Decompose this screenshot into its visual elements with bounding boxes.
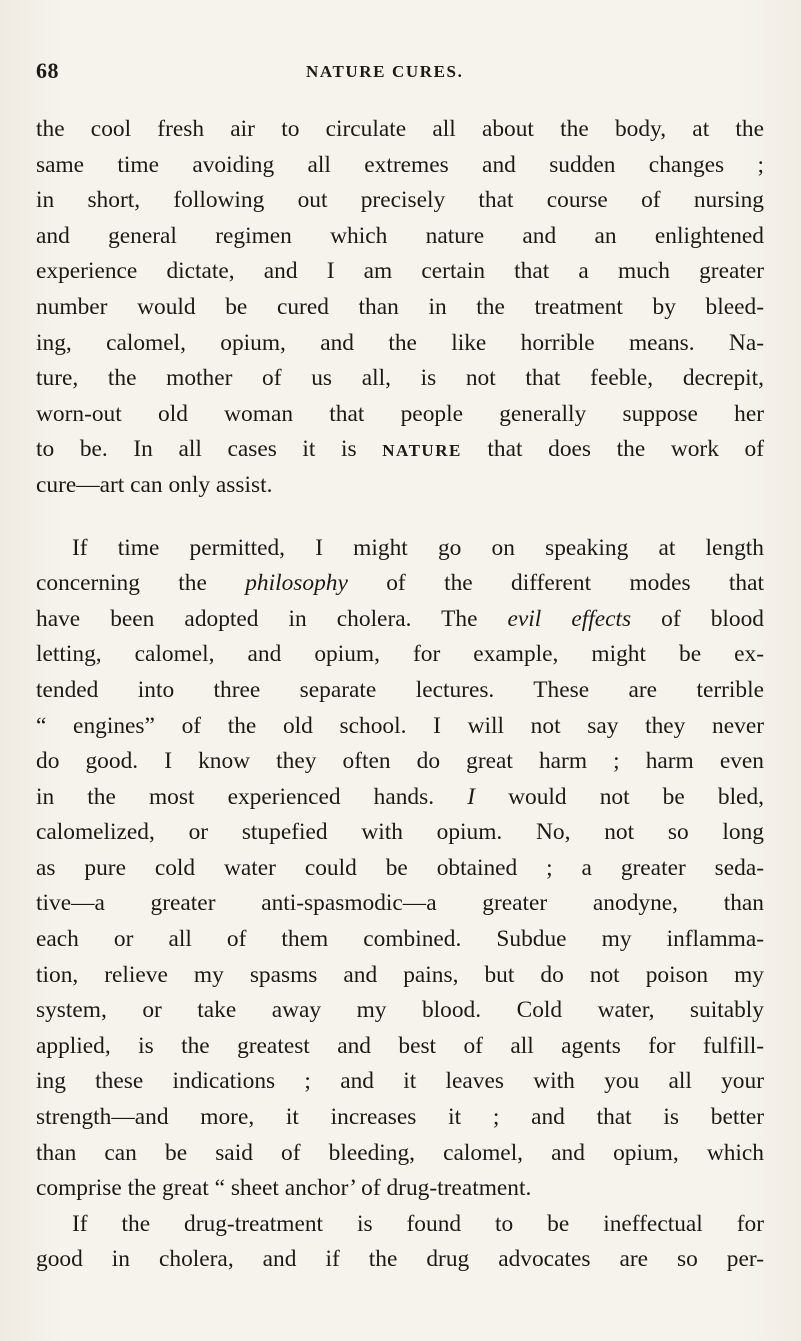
text-line: same time avoiding all extremes and sudden changes ; [36,151,764,178]
text-run: have been adopted in cholera. The [36,605,508,632]
text-line: number would be cured than in the treatment by bleed- [36,293,764,320]
paragraph-gap [36,504,764,531]
text-line: tive—a greater anti-spasmodic—a greater anodyne, than [36,890,764,917]
text-line: ture, the mother of us all, is not that feeble, decrepit, [36,365,764,392]
text-run: that does the work of [461,436,764,463]
text-line: strength—and more, it increases it ; and that is better [36,1104,764,1131]
text-line: If the drug-treatment is found to be ineffectual for [72,1210,764,1237]
text-line: in short, following out precisely that course of nursing [36,187,764,214]
body-text [36,112,764,1278]
text-line [36,566,764,602]
text-line: comprise the great “ sheet anchor’ of drug-treatment. [36,1175,532,1202]
text-line: do good. I know they often do great harm ; harm even [36,748,764,775]
text-line: than can be said of bleeding, calomel, and opium, which [36,1139,764,1166]
text-line: letting, calomel, and opium, for example, might be ex- [36,641,764,668]
text-line [36,780,764,816]
text-run: would not be bled, [475,783,764,810]
text-line: ing these indications ; and it leaves with you all your [36,1068,764,1095]
italic-phrase: evil effects [507,605,632,632]
text-line: the cool fresh air to circulate all about the body, at the [36,116,764,142]
text-line: If time permitted, I might go on speaking at length [72,534,764,561]
italic-word: I [467,783,475,810]
text-line: applied, is the greatest and best of all agents for fulfill- [36,1032,764,1059]
text-line [36,432,764,468]
text-line: tion, relieve my spasms and pains, but do not poison my [36,961,764,988]
text-line: good in cholera, and if the drug advocates are so per- [36,1246,764,1273]
text-run: in the most experienced hands. [36,783,435,810]
text-run: to be. In all cases it is [36,436,383,463]
page-number: 68 [36,58,59,83]
text-line: each or all of them combined. Subdue my inflamma- [36,926,764,953]
text-run: of blood [631,605,764,632]
text-line: calomelized, or stupefied with opium. No, not so long [36,819,764,846]
smallcaps-word: NATURE [382,441,462,461]
text-line: cure—art can only assist. [36,471,273,498]
text-line: ing, calomel, opium, and the like horrible means. Na- [36,329,764,356]
text-line: “ engines” of the old school. I will not say they never [36,712,764,739]
italic-word: philosophy [245,570,348,597]
text-run: concerning the [36,570,246,597]
running-head: NATURE CURES. [306,62,464,81]
text-line: experience dictate, and I am certain that a much greater [36,258,764,285]
text-line: as pure cold water could be obtained ; a greater seda- [36,854,764,881]
text-run: of the different modes that [347,570,764,597]
text-line: and general regimen which nature and an enlightened [36,222,764,249]
text-line: tended into three separate lectures. These are terrible [36,676,764,703]
text-line: worn-out old woman that people generally suppose her [36,400,764,427]
text-line [36,602,764,638]
page-header [36,58,761,88]
text-line: system, or take away my blood. Cold water, suitably [36,997,764,1024]
